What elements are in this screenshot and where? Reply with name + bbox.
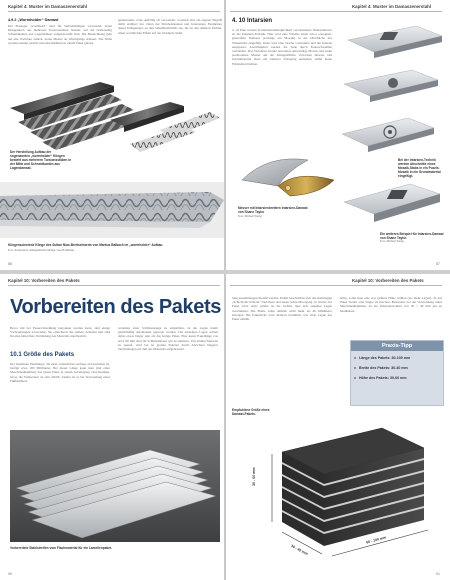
bottom-right-header: Kapitel 10: Vorbereiten des Pakets bbox=[352, 278, 424, 283]
dimension-width: 30 - 40 mm bbox=[290, 543, 309, 557]
tip-item: Länge des Pakets: 30-100 mm bbox=[351, 355, 443, 361]
bottom-left-header: Kapitel 10: Vorbereiten des Pakets bbox=[8, 278, 80, 283]
dimension-length: 60 - 100 mm bbox=[365, 535, 387, 545]
top-left-header: Kapitel 4: Muster im Damaszenerstahl bbox=[8, 4, 88, 9]
figure-caption: Empfohlene Größe eines Damast-Pakets. bbox=[232, 408, 270, 416]
section-heading: 10.1 Größe des Pakets bbox=[10, 352, 75, 358]
body-text: gemeinsame ovale auffällig oft verwendet, wechselt sich ein eigener Begriff dafür etabliert hat. Dann der Stirnholzkanten und Intarsienen Exemplare dieses Klingentyps an den Seitenflexibilität aus, bis zu den äußeren Partien, einen wormholder Effekt auf der Oxidierte Stahl. bbox=[118, 18, 222, 35]
page-gutter bbox=[224, 274, 226, 580]
figure-caption: Bei der Intarsien-Technik werden Abschnitte eines Mosaik-Stabs in ein Puzzle-Mosaik in ein Grundmaterial eingefügt. bbox=[398, 158, 441, 178]
page-number: 86 bbox=[8, 262, 12, 266]
step-plate bbox=[344, 70, 438, 102]
top-spread bbox=[0, 0, 450, 270]
dimension-height: 30 - 60 mm bbox=[252, 467, 256, 486]
package-diagram bbox=[232, 418, 444, 574]
tip-item: Höhe des Pakets: 30-60 mm bbox=[351, 375, 443, 381]
body-text: 4. 10 Eine weitere Kombinationsmöglichkeit verschiedener Damastmotive ist die Intarsien-Technik. Hier wird eine Scheibe einen zuvor erzeugten, gestreiften Damasts (sonstige ein Mosaik) in die Oberfläche des Werkstücks eingefügt. Dazu wird eine Tasche vorbereitet und die Intarsie eingepasst. Anschließend werden die Teile durch Feuerschweißen verbunden. Das Verfahren erlaubt besonders aufwendige Motive und exakt positionierte Muster auf der Klingenfläche. Zwischen Intarsie und Grundmaterial muss ein sauberer Übergang entstehen, damit keine Fehlstellen bleiben. bbox=[232, 28, 332, 66]
header-rule bbox=[8, 11, 220, 12]
chapter-title: Vorbereiten des Pakets bbox=[10, 296, 221, 318]
bottom-spread bbox=[0, 274, 450, 580]
photo-credit: Foto: Konzertfoto: Klingenmacher Klinge: Lars Hoffmann bbox=[8, 249, 74, 252]
knife-photo bbox=[238, 150, 338, 204]
section-heading: 4.9.2 „Wormholder“ Damast bbox=[8, 18, 59, 22]
page-gutter bbox=[224, 0, 226, 270]
photo-credit: Foto: Michael Young bbox=[380, 240, 404, 243]
body-text: Der maximale Paketlänge, die einer ordentlichen Auflage zu bearbeiten ist, beträgt etwa 100 Millimeter. Bei dieser Länge kann man (mit einer Maschinenhammer) das ganze Paket in einem Arbeitsgang verschweißen, bevor die Temperatur zu sehr abfällt. Ziehen ist es bei Verwendung eines Fußhammers. bbox=[10, 362, 110, 383]
section-heading: 4. 10 Intarsien bbox=[232, 18, 273, 24]
step-plate bbox=[342, 118, 434, 152]
tip-item: Breite des Pakets: 30-40 mm bbox=[351, 365, 443, 371]
page-number: 90 bbox=[8, 572, 12, 576]
intarsia-steps-figure bbox=[338, 22, 446, 172]
page-number: 87 bbox=[436, 262, 440, 266]
figure-caption: Der Herstellung Aufbau der sogenannten „wormholder“ Klingen besteht aus mehreren Torsionsstäben in der Mitte und Schneidkanten aus Lagendamast. bbox=[10, 150, 72, 170]
blade bbox=[0, 192, 224, 222]
practice-tip-box bbox=[350, 340, 444, 406]
figure-caption: Messer mit Intarsienbrettern Intarsien-Damast von Shane Taylor bbox=[238, 206, 308, 214]
photo-credit: Foto: Michael Young bbox=[238, 215, 262, 218]
body-text: Der Erzeuger „wormhold“ wird für Verbundklingen verwendet, deren Klingenkern aus mehreren Torsionsstäben besteht, auf die beiderseitig Schneidkanten aus Lagendamast aufgeschweißt sind. Die Bezeichnung geht auf alte Vorbilder zurück, deren Muster an Wurmgänge erinnert. Die Stäbe werden einzeln tordiert und anschließend zu einem Paket gefasst. bbox=[8, 24, 112, 45]
blade-photo bbox=[0, 182, 224, 238]
blade-caption: Klingenschmiede Klinge des Sultan Nias-Breitschwerts von Markus Balbach im „wormholder“ Aufbau. bbox=[8, 243, 164, 247]
body-text: Bevor mit der Feuerschweißung begonnen werden kann, sind einige Vorbereitungen notwendig. Sie erleichtern das spätere Arbeiten und sind für eine fehlerfreie Verbindung des Materials unerlässlich. bbox=[10, 326, 110, 339]
header-rule bbox=[8, 285, 220, 286]
body-text: nötig, sollte man eine erst größere Höhe wählen (als mehr Lagen), da das Paket breiter oder länger zu machen. Besonders bei der Verwendung eines Maschinenhammers ist ein Paketquerschnitt von 30 × 40 mm gut zu handhaben. bbox=[340, 296, 442, 313]
tip-title: Praxis-Tipp bbox=[351, 341, 443, 351]
figure-caption: Vorbereitete Stahlstreifen vom Flachmaterial für ein Lamellenpaket. bbox=[10, 546, 112, 550]
steel-strips-photo bbox=[10, 430, 220, 542]
final-slab-figure bbox=[340, 178, 444, 230]
header-rule bbox=[230, 285, 442, 286]
body-text: wendung einer Schlittenzange zu empfehlen, da die Lagen damit gleichmäßig aufeinander gepresst werden. Die einzelnen Lagen sollten dabei etwas länger sein als das fertige Paket. Eine kurze Paketlänge von etwa 60 mm sind im Schmiedefeuer gut zu erhitzen. Um einmal Material zu sparen, wird bei zu großen Paketen durch Abrichten längerer Verbindungen ein Teil des Materials aufgebraucht. bbox=[118, 326, 218, 352]
header-rule bbox=[230, 11, 442, 12]
body-text: lung zusammengeschweißt werden. Damit beschreiben sich das mehrlagige „Schicht-für-Schicht“-Verfahren und einen Schweißvorgang. Je breiter das Paket wird, desto größer ist die Gefahr, dass sich einzelne Lagen verschieben. Die Breite sollte deshalb nicht mehr als 40 Millimeter betragen. Die Paketdicke wird dadurch bestimmt, wie viele Lagen das Paket enthält. bbox=[232, 296, 332, 322]
step-plate bbox=[348, 26, 442, 58]
layered-package bbox=[282, 428, 424, 546]
figure-caption: Ein weiteres Beispiel für Intarsien-Damast von Shane Taylor. bbox=[380, 232, 444, 240]
page-number: 91 bbox=[436, 572, 440, 576]
top-right-header: Kapitel 4: Muster im Damaszenerstahl bbox=[352, 4, 432, 9]
